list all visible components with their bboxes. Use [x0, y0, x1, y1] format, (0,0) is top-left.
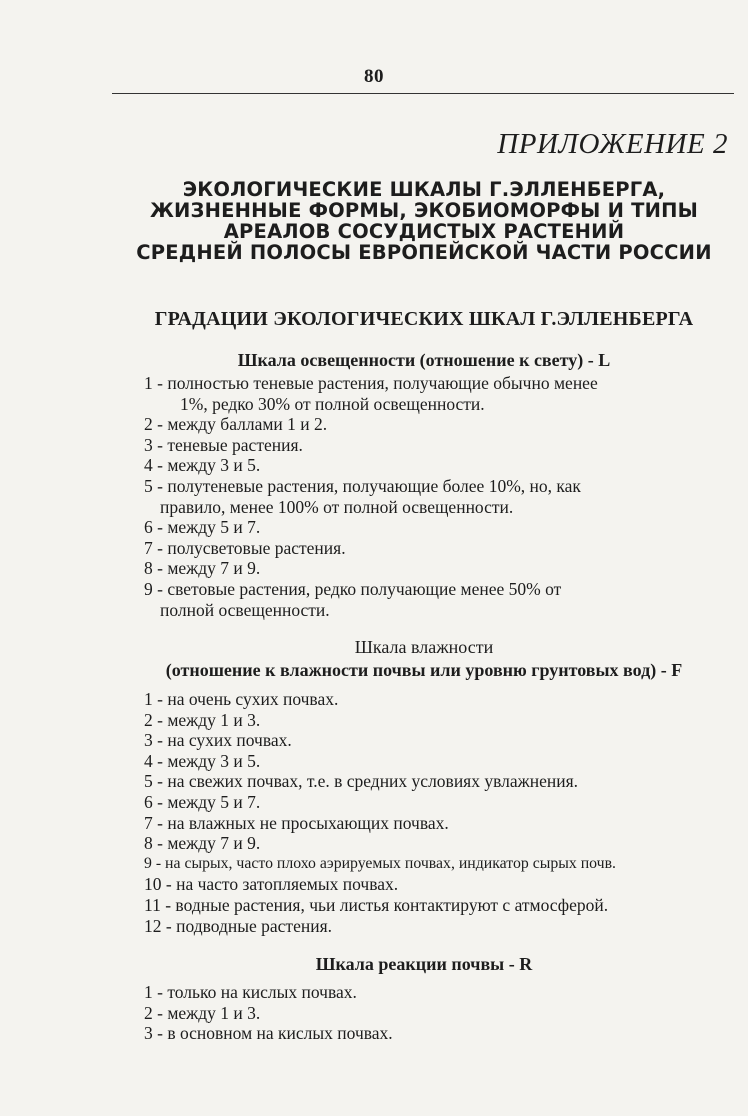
list-item: 4 - между 3 и 5. [144, 455, 261, 476]
light-scale-list [144, 373, 744, 620]
light-scale-title: Шкала освещенности (отношение к свету) - L [237, 350, 611, 370]
list-item: 1 - на очень сухих почвах. [144, 689, 339, 709]
moisture-scale-list [144, 689, 744, 936]
list-item: 3 - в основном на кислых почвах. [144, 1023, 393, 1044]
main-title-line: АРЕАЛОВ СОСУДИСТЫХ РАСТЕНИЙ [223, 220, 625, 243]
list-item: 5 - полутеневые растения, получающие более 10%, но, как правило, менее 100% от полной освещенности. [144, 475, 581, 517]
list-item: 6 - между 5 и 7. [144, 517, 261, 538]
list-item: 9 - световые растения, редко получающие менее 50% от полной освещенности. [144, 578, 562, 620]
moisture-scale-subtitle: (отношение к влажности почвы или уровню грунтовых вод) - F [165, 660, 683, 680]
list-item: 7 - на влажных не просыхающих почвах. [144, 812, 449, 833]
list-item: 5 - на свежих почвах, т.е. в средних условиях увлажнения. [144, 771, 579, 792]
main-title-line: ЭКОЛОГИЧЕСКИЕ ШКАЛЫ Г.ЭЛЛЕНБЕРГА, [182, 178, 666, 201]
list-item: 2 - между 1 и 3. [144, 1002, 261, 1023]
list-item: 12 - подводные растения. [144, 915, 333, 936]
list-item: 1 - только на кислых почвах. [144, 982, 357, 1002]
list-item: 4 - между 3 и 5. [144, 750, 261, 771]
list-item: 7 - полусветовые растения. [144, 537, 346, 558]
list-item: 6 - между 5 и 7. [144, 791, 261, 812]
appendix-label: ПРИЛОЖЕНИЕ 2 [497, 128, 728, 160]
main-title [108, 179, 740, 263]
list-item: 3 - теневые растения. [144, 434, 303, 455]
list-item: 10 - на часто затопляемых почвах. [144, 874, 399, 895]
list-item: 2 - между 1 и 3. [144, 709, 261, 730]
list-item: 1 - полностью теневые растения, получающие обычно менее 1%, редко 30% от полной освещенности. [144, 373, 598, 414]
list-item: 2 - между баллами 1 и 2. [144, 414, 328, 435]
reaction-scale-list [144, 982, 744, 1044]
list-item: 9 - на сырых, часто плохо аэрируемых почвах, индикатор сырых почв. [144, 854, 617, 872]
reaction-scale-title: Шкала реакции почвы - R [315, 954, 533, 974]
main-title-line: ЖИЗНЕННЫЕ ФОРМЫ, ЭКОБИОМОРФЫ И ТИПЫ [149, 199, 699, 222]
list-item: 8 - между 7 и 9. [144, 558, 261, 579]
section-subtitle: ГРАДАЦИИ ЭКОЛОГИЧЕСКИХ ШКАЛ Г.ЭЛЛЕНБЕРГА [154, 308, 694, 330]
list-item: 3 - на сухих почвах. [144, 730, 292, 751]
main-title-line: СРЕДНЕЙ ПОЛОСЫ ЕВРОПЕЙСКОЙ ЧАСТИ РОССИИ [136, 241, 712, 264]
page-number: 80 [364, 66, 384, 87]
list-item: 8 - между 7 и 9. [144, 833, 261, 854]
list-item: 11 - водные растения, чьи листья контактируют с атмосферой. [144, 894, 609, 915]
header-rule [112, 93, 734, 94]
moisture-scale-title: Шкала влажности [354, 637, 494, 657]
